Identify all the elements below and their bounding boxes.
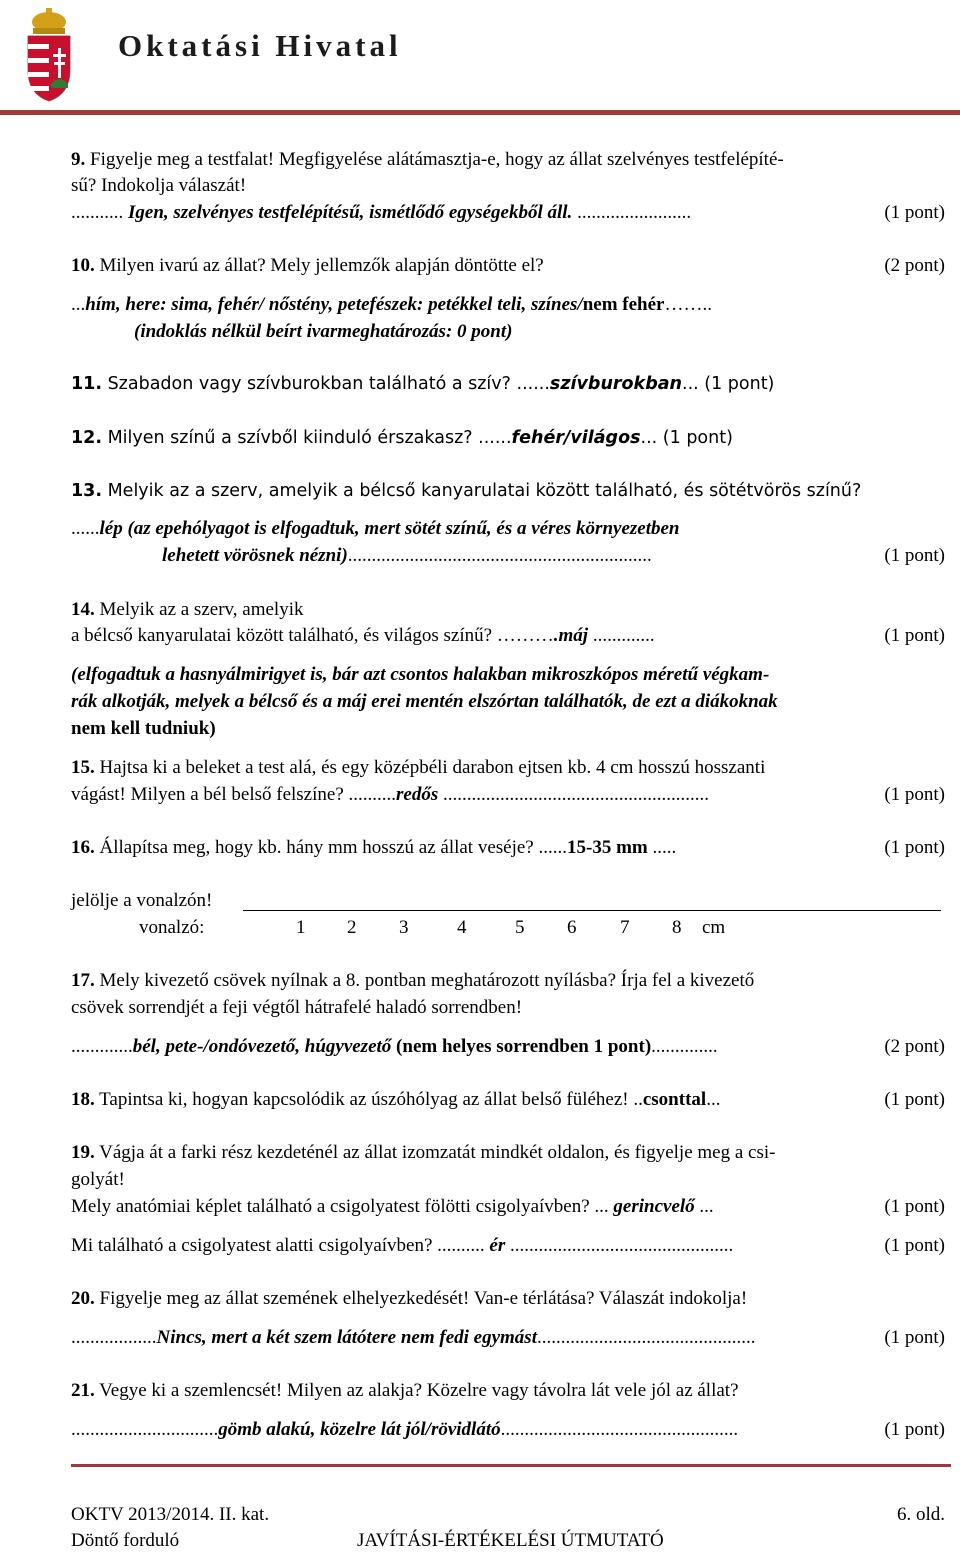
question-10 (71, 253, 544, 279)
q14-note-2 (71, 689, 778, 715)
q10-note-text: (indoklás nélkül beírt ivarmeghatározás: 0 pont) (134, 321, 513, 342)
footer-center: JAVÍTÁSI-ÉRTÉKELÉSI ÚTMUTATÓ (357, 1530, 664, 1551)
ruler-label: vonalzó: (139, 917, 205, 938)
q11-number: 11. (71, 374, 103, 394)
q20-dots-post: .............................................. (536, 1327, 756, 1348)
ruler-line-1 (243, 910, 663, 911)
q14-note-1 (71, 662, 769, 688)
q19-sub2-dots: ............................................... (505, 1235, 734, 1256)
q11-dots-post: ... (682, 374, 705, 394)
q17-answer: bél, pete-/ondóvezető, húgyvezető (132, 1036, 392, 1057)
q21-answer-line (71, 1417, 738, 1443)
q13-dots-post: ................................................................ (347, 545, 652, 566)
q20-points: (1 pont) (884, 1327, 945, 1348)
q19-sub2-points: (1 pont) (884, 1235, 945, 1256)
ruler-tick-5: 5 (515, 917, 525, 938)
q13-answer2: lehetett vörösnek nézni) (162, 545, 348, 566)
question-18 (71, 1087, 720, 1113)
q21-points: (1 pont) (884, 1419, 945, 1440)
q10-note (134, 319, 512, 345)
q14-answer: .máj (553, 625, 589, 646)
q17-points: (2 pont) (884, 1036, 945, 1057)
header-title: Oktatási Hivatal (118, 28, 402, 63)
q14-answer-line (71, 623, 655, 649)
ruler-tick-6: 6 (567, 917, 577, 938)
q14-number: 14. (71, 599, 95, 620)
question-21 (71, 1378, 739, 1404)
footer-left-2: Döntő forduló (71, 1530, 180, 1551)
q16-points: (1 pont) (884, 837, 945, 858)
q14-note-3-text: nem kell tudniuk) (71, 718, 216, 739)
q18-points: (1 pont) (884, 1089, 945, 1110)
q13-answer-cont (162, 543, 652, 569)
q21-number: 21. (71, 1380, 95, 1401)
ruler-tick-8: 8 (672, 917, 682, 938)
q11-text: Szabadon vagy szívburokban található a szív? (102, 374, 517, 394)
q9-text: Figyelje meg a testfalat! Megfigyelése alátámasztja-e, hogy az állat szelvényes testfelépíté- (85, 149, 784, 170)
q12-number: 12. (71, 428, 103, 448)
q12-points: (1 pont) (662, 428, 733, 448)
q19-sub2 (71, 1233, 733, 1259)
q10-answer-b: nem fehér (582, 294, 665, 315)
q11-answer: szívburokban (549, 374, 682, 394)
q9-text-cont: sű? Indokolja válaszát! (71, 175, 247, 196)
q14-dots: ……… (496, 625, 554, 646)
q20-text: Figyelje meg az állat szemének elhelyezkedését! Van-e térlátása? Válaszát indokolja! (94, 1288, 748, 1309)
q19-sub2-text: Mi található a csigolyatest alatti csigolyaívben? .......... (71, 1235, 490, 1256)
q9-number: 9. (71, 149, 86, 170)
q19-text: Vágja át a farki rész kezdeténél az állat izomzatát mindkét oldalon, és figyelje meg a csi- (94, 1142, 776, 1163)
q15-number: 15. (71, 757, 95, 778)
q13-points: (1 pont) (884, 545, 945, 566)
q16-ruler-prompt: jelölje a vonalzón! (71, 890, 213, 911)
question-11 (71, 371, 774, 397)
q19-text-cont: golyát! (71, 1169, 125, 1190)
q14-note-3 (71, 716, 216, 742)
q21-dots: ............................... (71, 1419, 219, 1440)
q20-answer: Nincs, mert a két szem látótere nem fedi egymást (156, 1327, 537, 1348)
q12-text: Milyen színű a szívből kiinduló érszakasz? (102, 428, 479, 448)
q10-text: Milyen ivarú az állat? Mely jellemzők alapján döntötte el? (94, 255, 544, 276)
q15-dots: .......... (348, 784, 397, 805)
q17-dots: ............. (71, 1036, 133, 1057)
question-20 (71, 1286, 747, 1312)
q12-answer: fehér/világos (511, 428, 641, 448)
q18-answer: csonttal (642, 1089, 707, 1110)
q17-text: Mely kivezető csövek nyílnak a 8. pontban meghatározott nyílásba? Írja fel a kivezető (94, 970, 755, 991)
q17-answer-line (71, 1034, 718, 1060)
q13-dots: ...... (71, 518, 100, 539)
q14-dots-post: ............. (588, 625, 655, 646)
question-15 (71, 755, 765, 781)
q18-text: Tapintsa ki, hogyan kapcsolódik az úszóhólyag az állat belső füléhez! .. (94, 1089, 643, 1110)
q21-dots-post: .................................................. (500, 1419, 739, 1440)
q20-dots: .................. (71, 1327, 157, 1348)
question-19 (71, 1140, 775, 1166)
q16-number: 16. (71, 837, 95, 858)
footer-left-1: OKTV 2013/2014. II. kat. (71, 1504, 270, 1525)
q17-dots-post: .............. (651, 1036, 718, 1057)
q15-answer: redős (396, 784, 439, 805)
q10-answer: hím, here: sima, fehér/ nőstény, petefészek: petékkel teli, színes/ (85, 294, 583, 315)
footer-divider (71, 1464, 951, 1467)
q19-sub2-answer: ér (489, 1235, 506, 1256)
q17-text-cont: csövek sorrendjét a feji végtől hátrafelé haladó sorrendben! (71, 997, 523, 1018)
q14-points: (1 pont) (884, 625, 945, 646)
q19-sub1 (71, 1194, 714, 1220)
q9-answer: Igen, szelvényes testfelépítésű, ismétlődő egységekből áll. (123, 202, 573, 223)
q19-sub1-answer: gerincvelő (613, 1196, 695, 1217)
q19-sub1-points: (1 pont) (884, 1196, 945, 1217)
q15-text2: vágást! Milyen a bél belső felszíne? (71, 784, 349, 805)
q9-dots: ........... (71, 202, 124, 223)
q9-answer-line (71, 200, 691, 226)
question-14 (71, 597, 304, 623)
q19-sub1-dots: ... (694, 1196, 714, 1217)
question-16 (71, 835, 676, 861)
q17-number: 17. (71, 970, 95, 991)
q10-points: (2 pont) (884, 255, 945, 276)
ruler-tick-3: 3 (399, 917, 409, 938)
question-17 (71, 968, 754, 994)
q19-sub1-text: Mely anatómiai képlet található a csigolyatest fölötti csigolyaívben? ... (71, 1196, 614, 1217)
q18-dots-post: ... (706, 1089, 721, 1110)
q10-dots: ... (71, 294, 86, 315)
page-number: 6. old. (896, 1504, 945, 1525)
q10-answer-c: …….. (664, 294, 712, 315)
q13-answer-line (71, 516, 679, 542)
q14-text2: a bélcső kanyarulatai között található, és világos színű? (71, 625, 497, 646)
q21-text: Vegye ki a szemlencsét! Milyen az alakja? Közelre vagy távolra lát vele jól az állat? (94, 1380, 739, 1401)
q16-dots: ...... (538, 837, 567, 858)
q13-text: Melyik az a szerv, amelyik a bélcső kanyarulatai között található, és sötétvörös színű? (102, 481, 862, 501)
ruler-tick-1: 1 (296, 917, 306, 938)
q16-answer: 15-35 mm (567, 837, 648, 858)
q15-text: Hajtsa ki a beleket a test alá, és egy középbéli darabon ejtsen kb. 4 cm hosszú hosszanti (94, 757, 766, 778)
q11-dots: ...... (516, 374, 550, 394)
q14-note-1-text: (elfogadtuk a hasnyálmirigyet is, bár azt csontos halakban mikroszkópos méretű végkam- (71, 664, 770, 685)
q13-number: 13. (71, 481, 103, 501)
q12-dots-post: ... (640, 428, 663, 448)
ruler-unit: cm (702, 917, 726, 938)
q16-dots-post: ..... (647, 837, 677, 858)
ruler-tick-7: 7 (620, 917, 630, 938)
coat-of-arms-logo (24, 8, 74, 103)
q9-dots-post: ........................ (572, 202, 692, 223)
q11-points: (1 pont) (704, 374, 775, 394)
q15-answer-line (71, 782, 709, 808)
q21-answer: gömb alakú, közelre lát jól/rövidlátó (218, 1419, 501, 1440)
q20-answer-line (71, 1325, 755, 1351)
q15-points: (1 pont) (884, 784, 945, 805)
q20-number: 20. (71, 1288, 95, 1309)
q14-note-2-text: rák alkotják, melyek a bélcső és a máj erei mentén elszórtan találhatók, de ezt a diákoknak (71, 691, 778, 712)
q13-answer: lép (az epehólyagot is elfogadtuk, mert sötét színű, és a véres környezetben (99, 518, 680, 539)
q10-answer-line (71, 292, 712, 318)
q9-points: (1 pont) (884, 202, 945, 223)
q14-text: Melyik az a szerv, amelyik (94, 599, 304, 620)
ruler-tick-2: 2 (347, 917, 357, 938)
question-9 (71, 147, 784, 173)
q15-dots-post: ........................................................ (438, 784, 709, 805)
q16-text: Állapítsa meg, hogy kb. hány mm hosszú az állat veséje? (94, 837, 539, 858)
q19-number: 19. (71, 1142, 95, 1163)
question-13 (71, 478, 861, 504)
q17-note: (nem helyes sorrendben 1 pont) (391, 1036, 652, 1057)
q10-number: 10. (71, 255, 95, 276)
header-divider (0, 110, 960, 115)
ruler-line-2 (663, 910, 941, 911)
q12-dots: ...... (478, 428, 512, 448)
ruler-tick-4: 4 (457, 917, 467, 938)
q18-number: 18. (71, 1089, 95, 1110)
question-12 (71, 425, 733, 451)
